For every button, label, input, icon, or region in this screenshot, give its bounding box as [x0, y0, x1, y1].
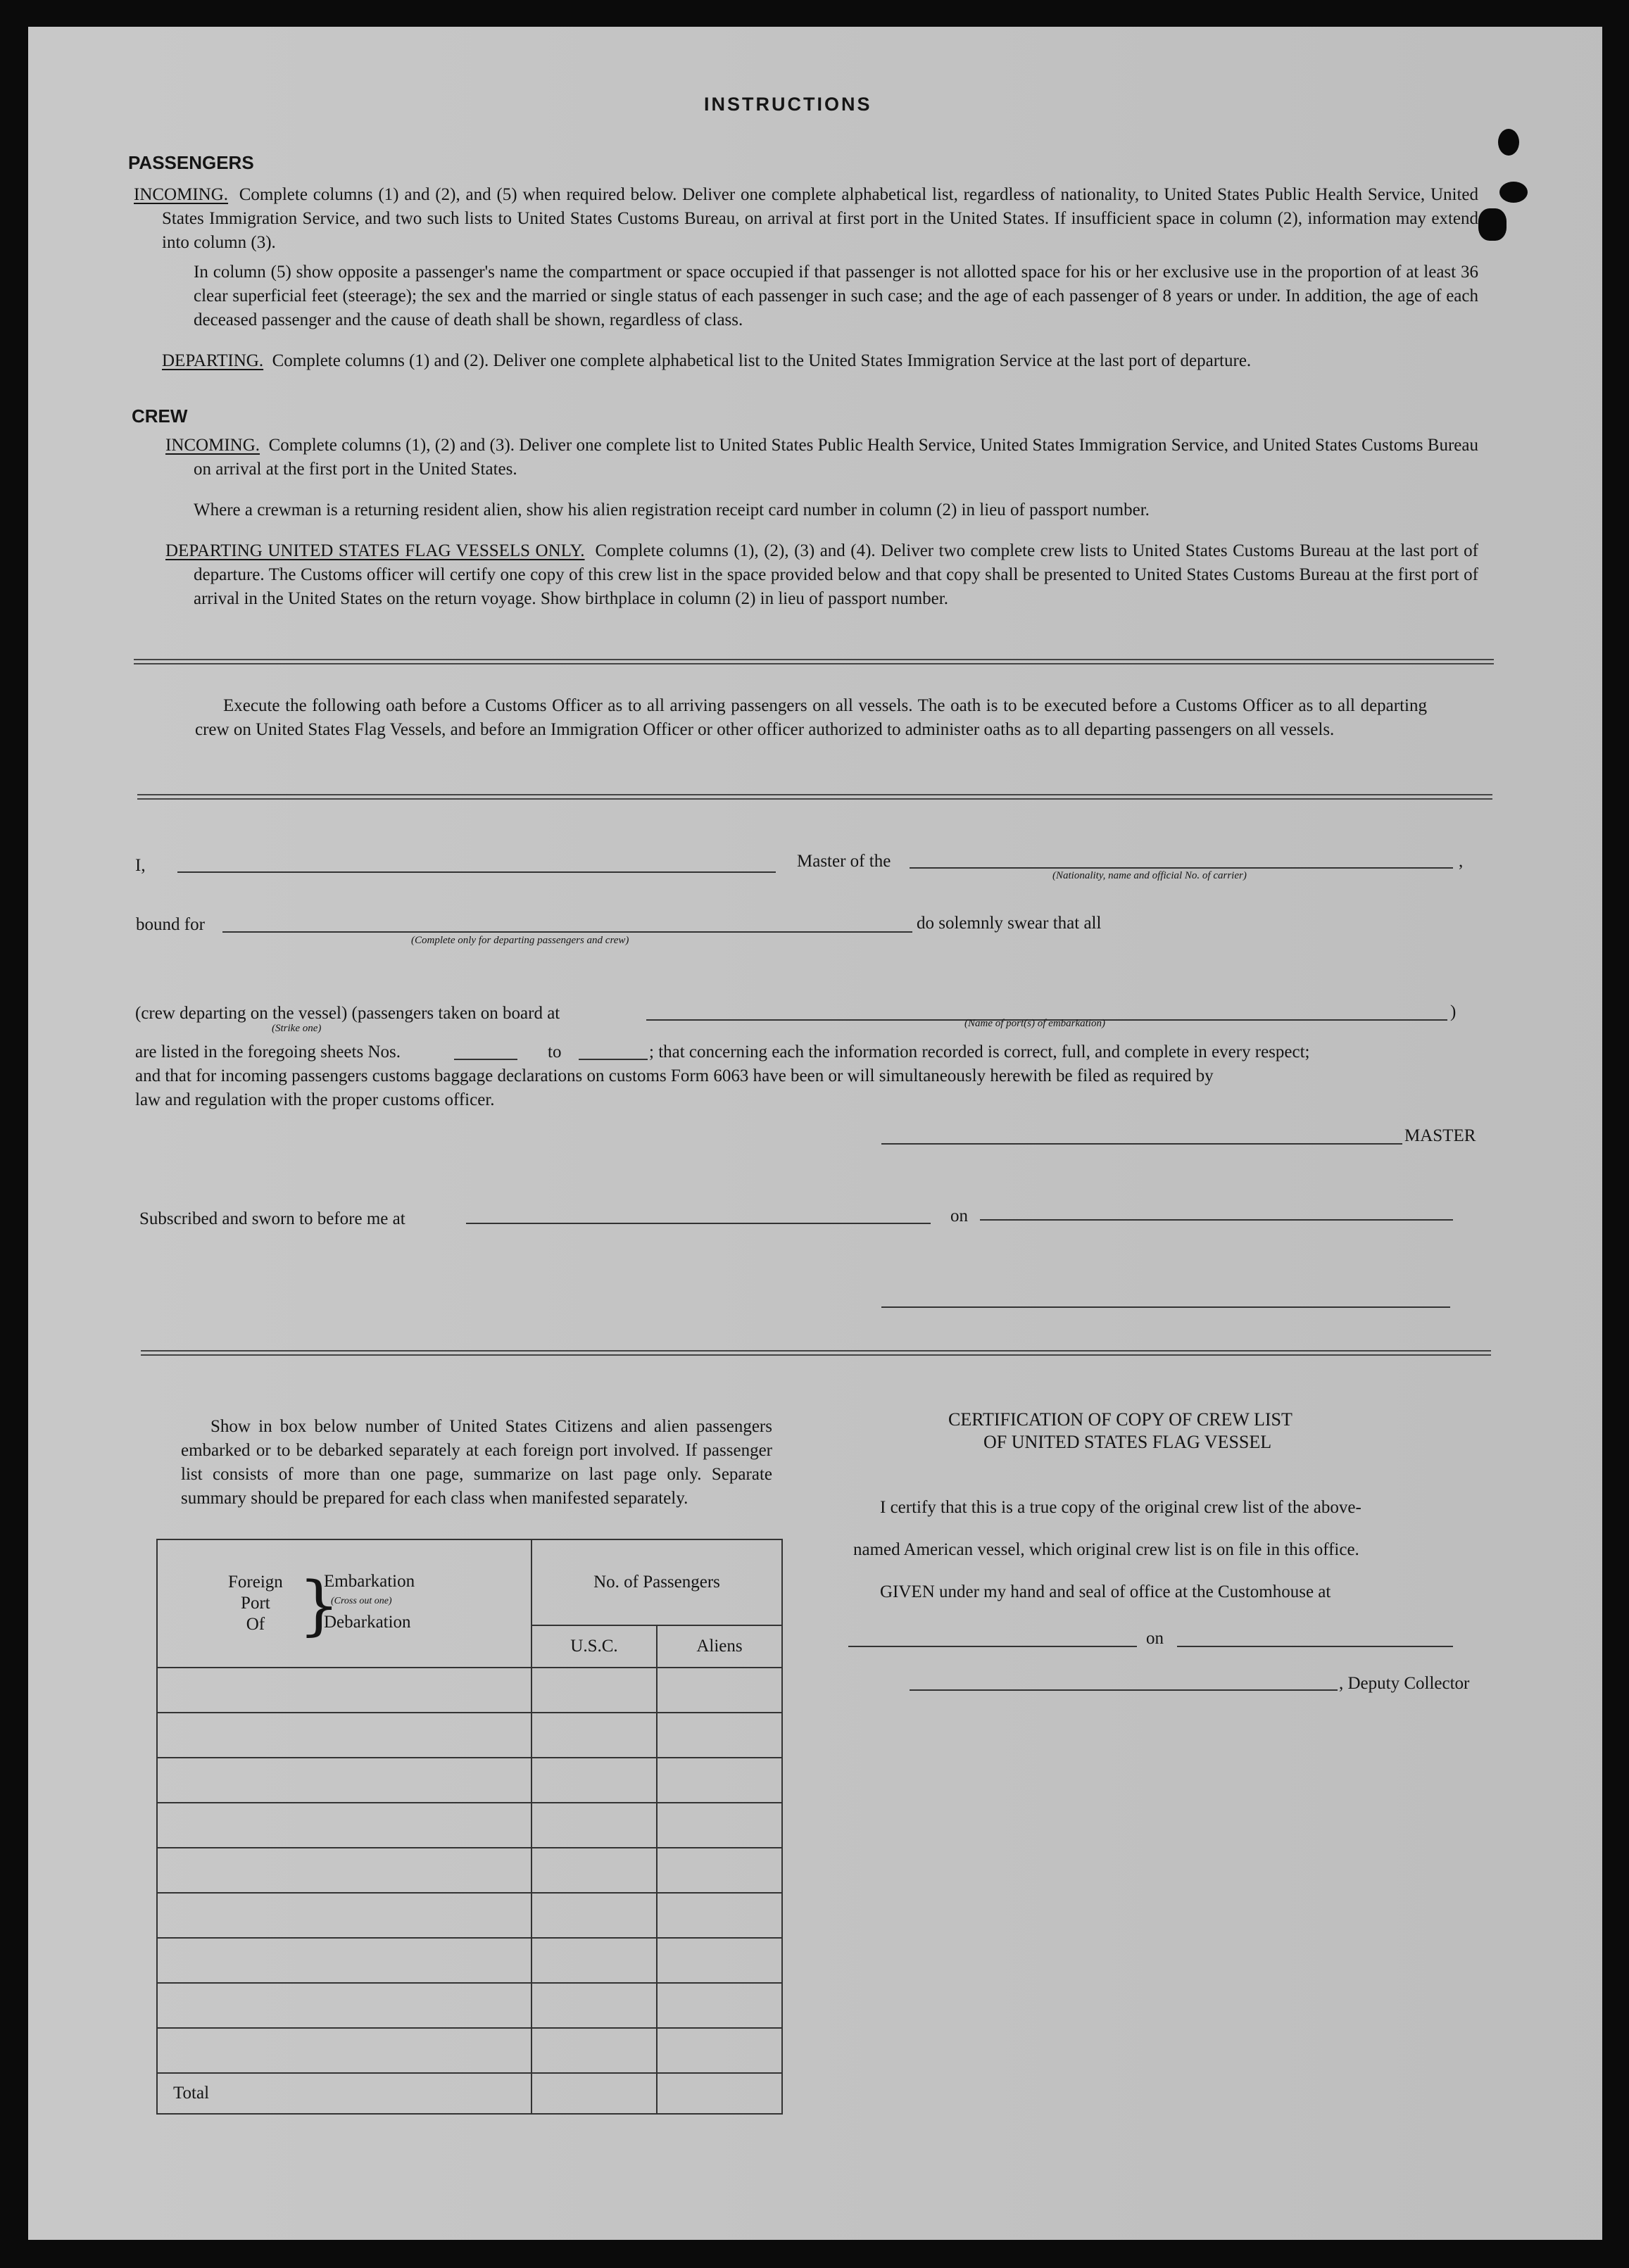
passengers-departing-text: DEPARTING. Complete columns (1) and (2). Deliver one complete alphabetical list to the United States Immigration Service at the last port of departure.: [162, 351, 1252, 370]
certification-date-field[interactable]: [1177, 1646, 1453, 1647]
master-of-label: Master of the: [797, 852, 891, 871]
port-caption: (Name of port(s) of embarkation): [964, 1018, 1105, 1029]
subscribed-label: Subscribed and sworn to before me at: [139, 1209, 405, 1228]
sheet-to-field[interactable]: [579, 1059, 648, 1060]
sworn-place-field[interactable]: [466, 1223, 931, 1224]
bound-for-label: bound for: [136, 915, 205, 934]
crew-incoming-label: INCOMING.: [165, 436, 260, 455]
crew-departing-label: DEPARTING UNITED STATES FLAG VESSELS ONLY.: [165, 541, 585, 560]
sworn-date-field[interactable]: [980, 1219, 1453, 1221]
table-header-usc: U.S.C.: [532, 1625, 657, 1668]
ink-blot: [1478, 208, 1507, 241]
table-row[interactable]: [157, 1983, 782, 2028]
total-label: Total: [157, 2073, 532, 2114]
ink-blot: [1499, 182, 1528, 203]
table-row[interactable]: [157, 1893, 782, 1938]
certification-title-1: CERTIFICATION OF COPY OF CREW LIST: [948, 1409, 1292, 1430]
table-row[interactable]: [157, 1938, 782, 1983]
summary-instructions: Show in box below number of United States Citizens and alien passengers embarked or to be debarked separately at each foreign port involved. If passenger list consists of more than one page, summarize on last page only. Separate summary should be prepared for each class when manifested separately.: [181, 1417, 772, 1508]
page-title: INSTRUCTIONS: [704, 94, 872, 115]
crew-departing-label: (crew departing on the vessel) (passengers taken on board at: [135, 1004, 560, 1023]
certification-line-2: named American vessel, which original crew list is on file in this office.: [853, 1540, 1359, 1559]
certification-line-3: GIVEN under my hand and seal of office at the Customhouse at: [880, 1582, 1331, 1601]
divider: [141, 1350, 1491, 1356]
officer-signature-field[interactable]: [881, 1306, 1450, 1308]
swear-text: do solemnly swear that all: [917, 914, 1102, 933]
passengers-column5-text: In column (5) show opposite a passenger's name the compartment or space occupied if that passenger is not allotted space for his or her exclusive use in the proportion of at least 36 clear superficial feet (steerage); the sex and the married or single status of each passenger in such case; and the age of each passenger of 8 years or under. In addition, the age of each deceased passenger and the cause of death shall be shown, regardless of class.: [194, 263, 1478, 329]
table-row[interactable]: [157, 1668, 782, 1713]
master-label: MASTER: [1404, 1126, 1476, 1145]
table-row[interactable]: [157, 1803, 782, 1848]
nationality-caption: (Nationality, name and official No. of carrier): [1052, 870, 1247, 881]
carrier-field[interactable]: [910, 867, 1453, 869]
table-total-row[interactable]: [157, 2073, 782, 2114]
oath-i-label: I,: [135, 856, 146, 875]
brace-icon: }: [298, 1568, 340, 1643]
table-row[interactable]: [157, 1713, 782, 1758]
document-page: INSTRUCTIONS PASSENGERS INCOMING. Complete columns (1) and (2), and (5) when required below. Deliver one complete alphabetical list, regardless of nationality, to United States Public Health Service, United States Immigration Service, and two such lists to United States Customs Bureau, on arrival at first port in the United States. If insufficient space in column (2), information may extend into column (3). In column (5) show opposite a passenger's name the compartment or space occupied if that passenger is not allotted space for his or her exclusive use in the proportion of at least 36 clear superficial feet (steerage); the sex and the married or single status of each passenger in such case; and the age of each passenger of 8 years or under. In addition, the age of each deceased passenger and the cause of death shall be shown, regardless of class. DEPARTING. Complete columns (1) and (2). Deliver one complete alphabetical list to the United States Immigration Service at the last port of departure. CREW INCOMING. Complete columns (1), (2) and (3). Deliver one complete list to United States Public Health Service, United States Immigration Service, and United States Customs Bureau on arrival at the first port in the United States. Where a crewman is a returning resident alien, show his alien registration receipt card number in column (2) in lieu of passport number. DEPARTING UNITED STATES FLAG VESSELS ONLY. Complete columns (1), (2), (3) and (4). Deliver two complete crew lists to United States Customs Bureau at the last port of departure. The Customs officer will certify one copy of this crew list in the space provided below and that copy shall be presented to United States Customs Bureau at the first port of arrival in the United States on the return voyage. Show birthplace in column (2) in lieu of passport number. Execute the following oath before a Customs Officer as to all arriving passengers on all vessels. The oath is to be executed before a Customs Officer as to all departing crew on United States Flag Vessels, and before an Immigration Officer or other officer authorized to administer oaths as to all departing passengers on all vessels. I, Master of the , (Nationality, name and official No. of carrier) bound for (Complete only for departing passengers and crew) do solemnly swear that all (crew departing on the vessel) (passengers taken on board at ) (Strike one) (Name of port(s) of embarkation) are listed in the foregoing sheets Nos. to ; that concerning each the information recorded is correct, full, and complete in every respect; and that for incoming passengers customs baggage declarations on customs Form 6063 have been or will simultaneously herewith be filed as required by law and regulation with the proper customs officer. MASTER Subscribed and sworn to before me at on Show in box below number of United States Citizens and alien passengers embarked or to be debarked separately at each foreign port involved. If passenger list consists of more than one page, summarize on last page only. Separate summary should be prepared for each class when manifested separately. Foreign Port Of } Embarkation (Cross out one) Debarkation No. of Passengers U.S.C. Aliens Total CERTIFICATION OF COPY OF CREW LIST OF UNITED STATES FLAG VESSEL I certify that this is a true copy of the original crew list of the above- named American vessel, which original crew list is on file in this office. GIVEN under my hand and seal of office at the Customhouse at on , Deputy Collector: [28, 27, 1602, 2240]
deputy-collector-label: , Deputy Collector: [1339, 1674, 1470, 1693]
sheet-from-field[interactable]: [454, 1059, 517, 1060]
incoming-label: INCOMING.: [134, 185, 229, 204]
certification-title-2: OF UNITED STATES FLAG VESSEL: [983, 1432, 1272, 1452]
table-header-aliens: Aliens: [657, 1625, 782, 1668]
crew-departing-text: DEPARTING UNITED STATES FLAG VESSELS ONLY. Complete columns (1), (2), (3) and (4). Deliver two complete crew lists to United States Customs Bureau at the last port of departure. The Customs officer will certify one copy of this crew list in the space provided below and that copy shall be presented to United States Customs Bureau at the first port of arrival in the United States on the return voyage. Show birthplace in column (2) in lieu of passport number.: [165, 541, 1479, 608]
passenger-summary-table: [156, 1539, 783, 2115]
table-row[interactable]: [157, 1758, 782, 1803]
divider: [134, 659, 1494, 664]
table-header-port: Foreign Port Of } Embarkation (Cross out one) Debarkation: [157, 1539, 532, 1668]
table-row[interactable]: [157, 2028, 782, 2073]
bound-for-field[interactable]: [222, 931, 912, 933]
crew-incoming-text: INCOMING. Complete columns (1), (2) and (3). Deliver one complete list to United States Public Health Service, United States Immigration Service, and United States Customs Bureau on arrival at the first port in the United States.: [165, 436, 1478, 479]
customhouse-field[interactable]: [848, 1646, 1137, 1647]
strike-one-caption: (Strike one): [272, 1023, 322, 1034]
table-header-no-passengers: No. of Passengers: [532, 1539, 782, 1625]
oath-intro: Execute the following oath before a Customs Officer as to all arriving passengers on all vessels. The oath is to be executed before a Customs Officer as to all departing crew on United States Flag Vessels, and before an Immigration Officer or other officer authorized to administer oaths as to all departing passengers on all vessels.: [195, 696, 1427, 739]
table-row[interactable]: [157, 1848, 782, 1893]
divider: [137, 794, 1492, 800]
listed-sheets-label: are listed in the foregoing sheets Nos.: [135, 1042, 401, 1061]
ink-blot: [1498, 129, 1519, 156]
master-signature-field[interactable]: [881, 1143, 1402, 1145]
bound-for-caption: (Complete only for departing passengers and crew): [411, 935, 629, 946]
passengers-incoming-text: INCOMING. Complete columns (1) and (2), and (5) when required below. Deliver one complete alphabetical list, regardless of nationality, to United States Public Health Service, United States Immigration Service, and two such lists to United States Customs Bureau, on arrival at first port in the United States. If insufficient space in column (2), information may extend into column (3).: [134, 185, 1479, 252]
deputy-signature-field[interactable]: [910, 1689, 1338, 1691]
master-name-field[interactable]: [177, 871, 776, 873]
crew-heading: CREW: [132, 405, 188, 427]
crew-resident-text: Where a crewman is a returning resident alien, show his alien registration receipt card number in column (2) in lieu of passport number.: [194, 500, 1150, 519]
departing-label: DEPARTING.: [162, 351, 264, 370]
passengers-heading: PASSENGERS: [128, 152, 254, 173]
certification-line-1: I certify that this is a true copy of the original crew list of the above-: [880, 1498, 1361, 1517]
